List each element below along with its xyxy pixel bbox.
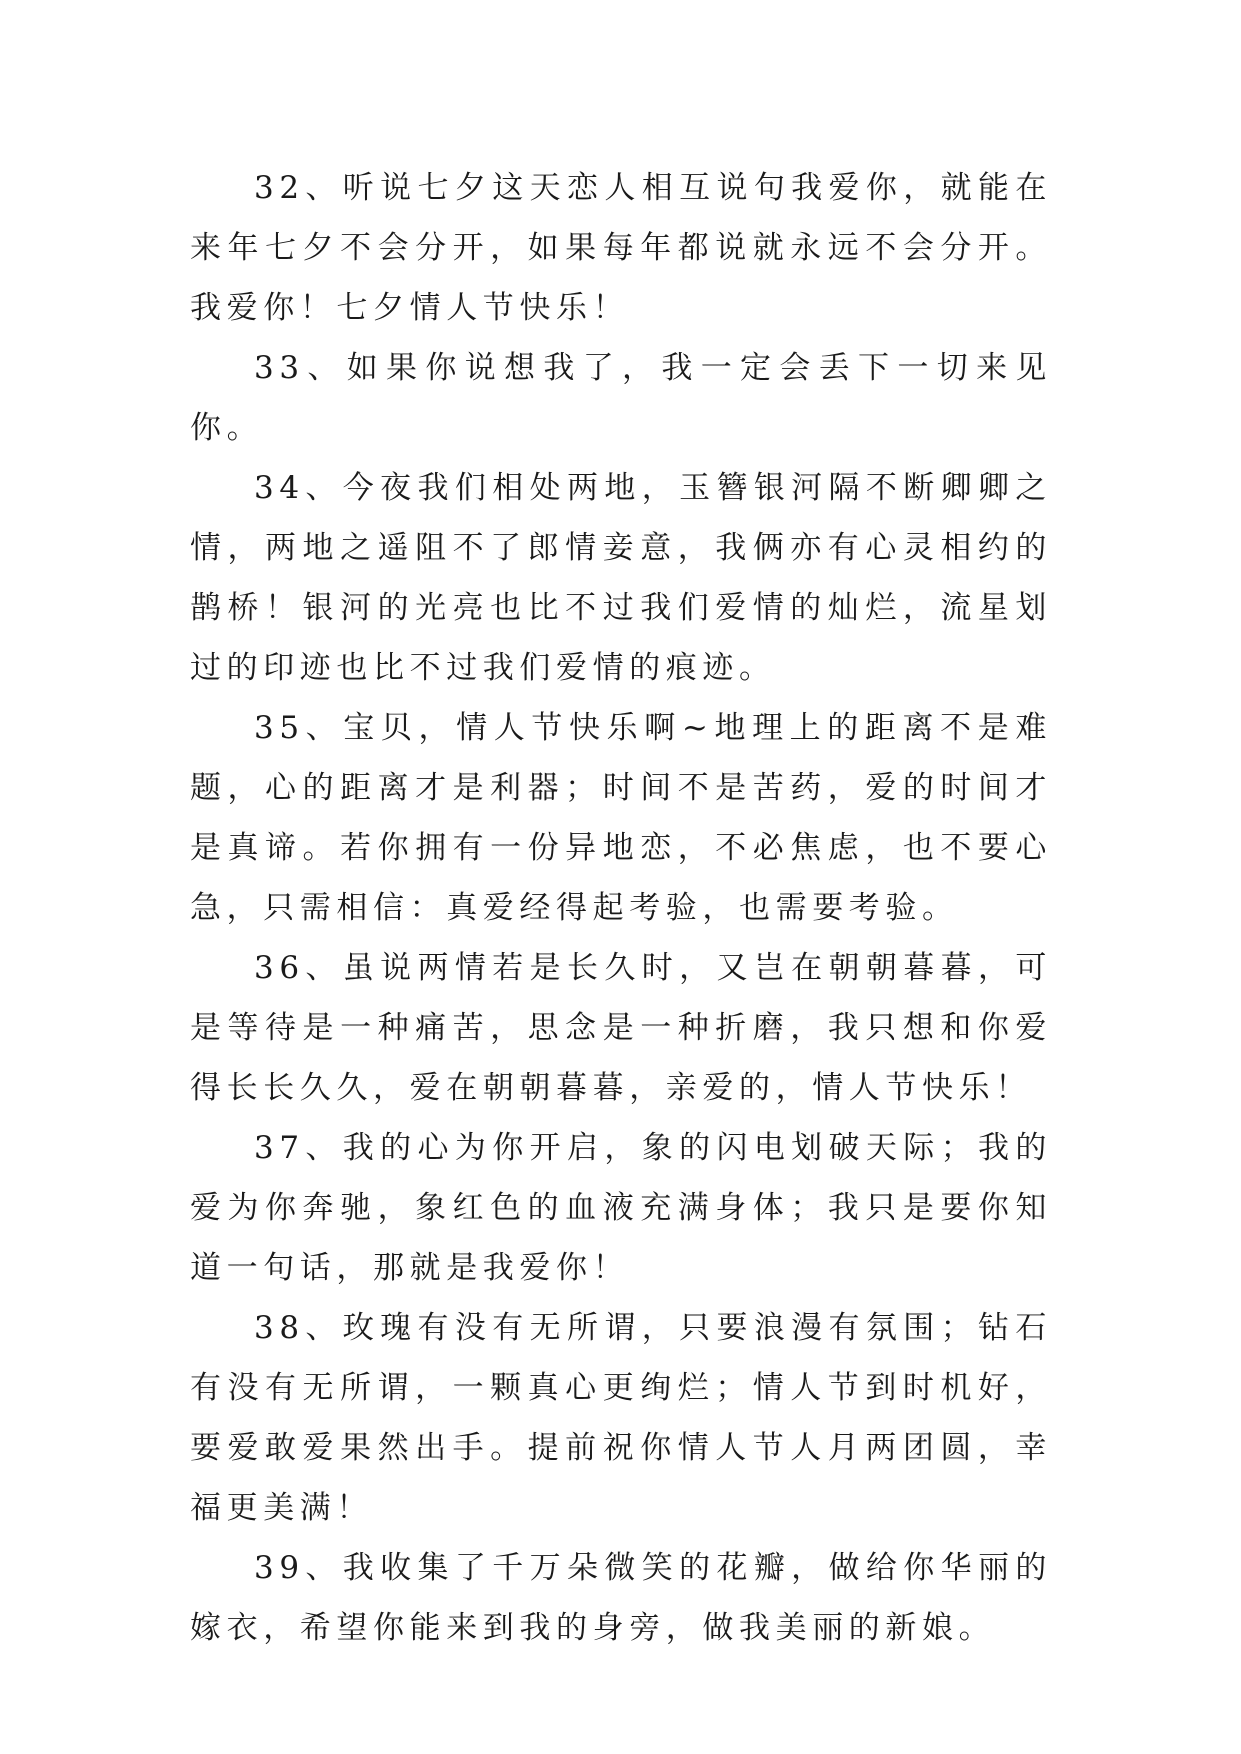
paragraph-36: 36、虽说两情若是长久时，又岂在朝朝暮暮，可是等待是一种痛苦，思念是一种折磨，我只想和你爱得长长久久，爱在朝朝暮暮，亲爱的，情人节快乐！ [190, 950, 1052, 1106]
paragraph-37: 37、我的心为你开启，象的闪电划破天际；我的爱为你奔驰，象红色的血液充满身体；我只是要你知道一句话，那就是我爱你！ [190, 1130, 1052, 1286]
paragraph-38: 38、玫瑰有没有无所谓，只要浪漫有氛围；钻石有没有无所谓，一颗真心更绚烂；情人节到时机好，要爱敢爱果然出手。提前祝你情人节人月两团圆，幸福更美满！ [190, 1310, 1052, 1526]
paragraph-34: 34、今夜我们相处两地，玉簪银河隔不断卿卿之情，两地之遥阻不了郎情妾意，我俩亦有心灵相约的鹊桥！银河的光亮也比不过我们爱情的灿烂，流星划过的印迹也比不过我们爱情的痕迹。 [190, 470, 1052, 686]
document-body [190, 158, 1052, 1658]
paragraph-35: 35、宝贝，情人节快乐啊~地理上的距离不是难题，心的距离才是利器；时间不是苦药，爱的时间才是真谛。若你拥有一份异地恋，不必焦虑，也不要心急，只需相信：真爱经得起考验，也需要考验。 [190, 710, 1052, 926]
paragraph-33: 33、如果你说想我了，我一定会丢下一切来见你。 [190, 350, 1052, 446]
paragraph-32: 32、听说七夕这天恋人相互说句我爱你，就能在来年七夕不会分开，如果每年都说就永远不会分开。我爱你！七夕情人节快乐！ [190, 170, 1052, 326]
paragraph-39: 39、我收集了千万朵微笑的花瓣，做给你华丽的嫁衣，希望你能来到我的身旁，做我美丽的新娘。 [190, 1550, 1052, 1646]
